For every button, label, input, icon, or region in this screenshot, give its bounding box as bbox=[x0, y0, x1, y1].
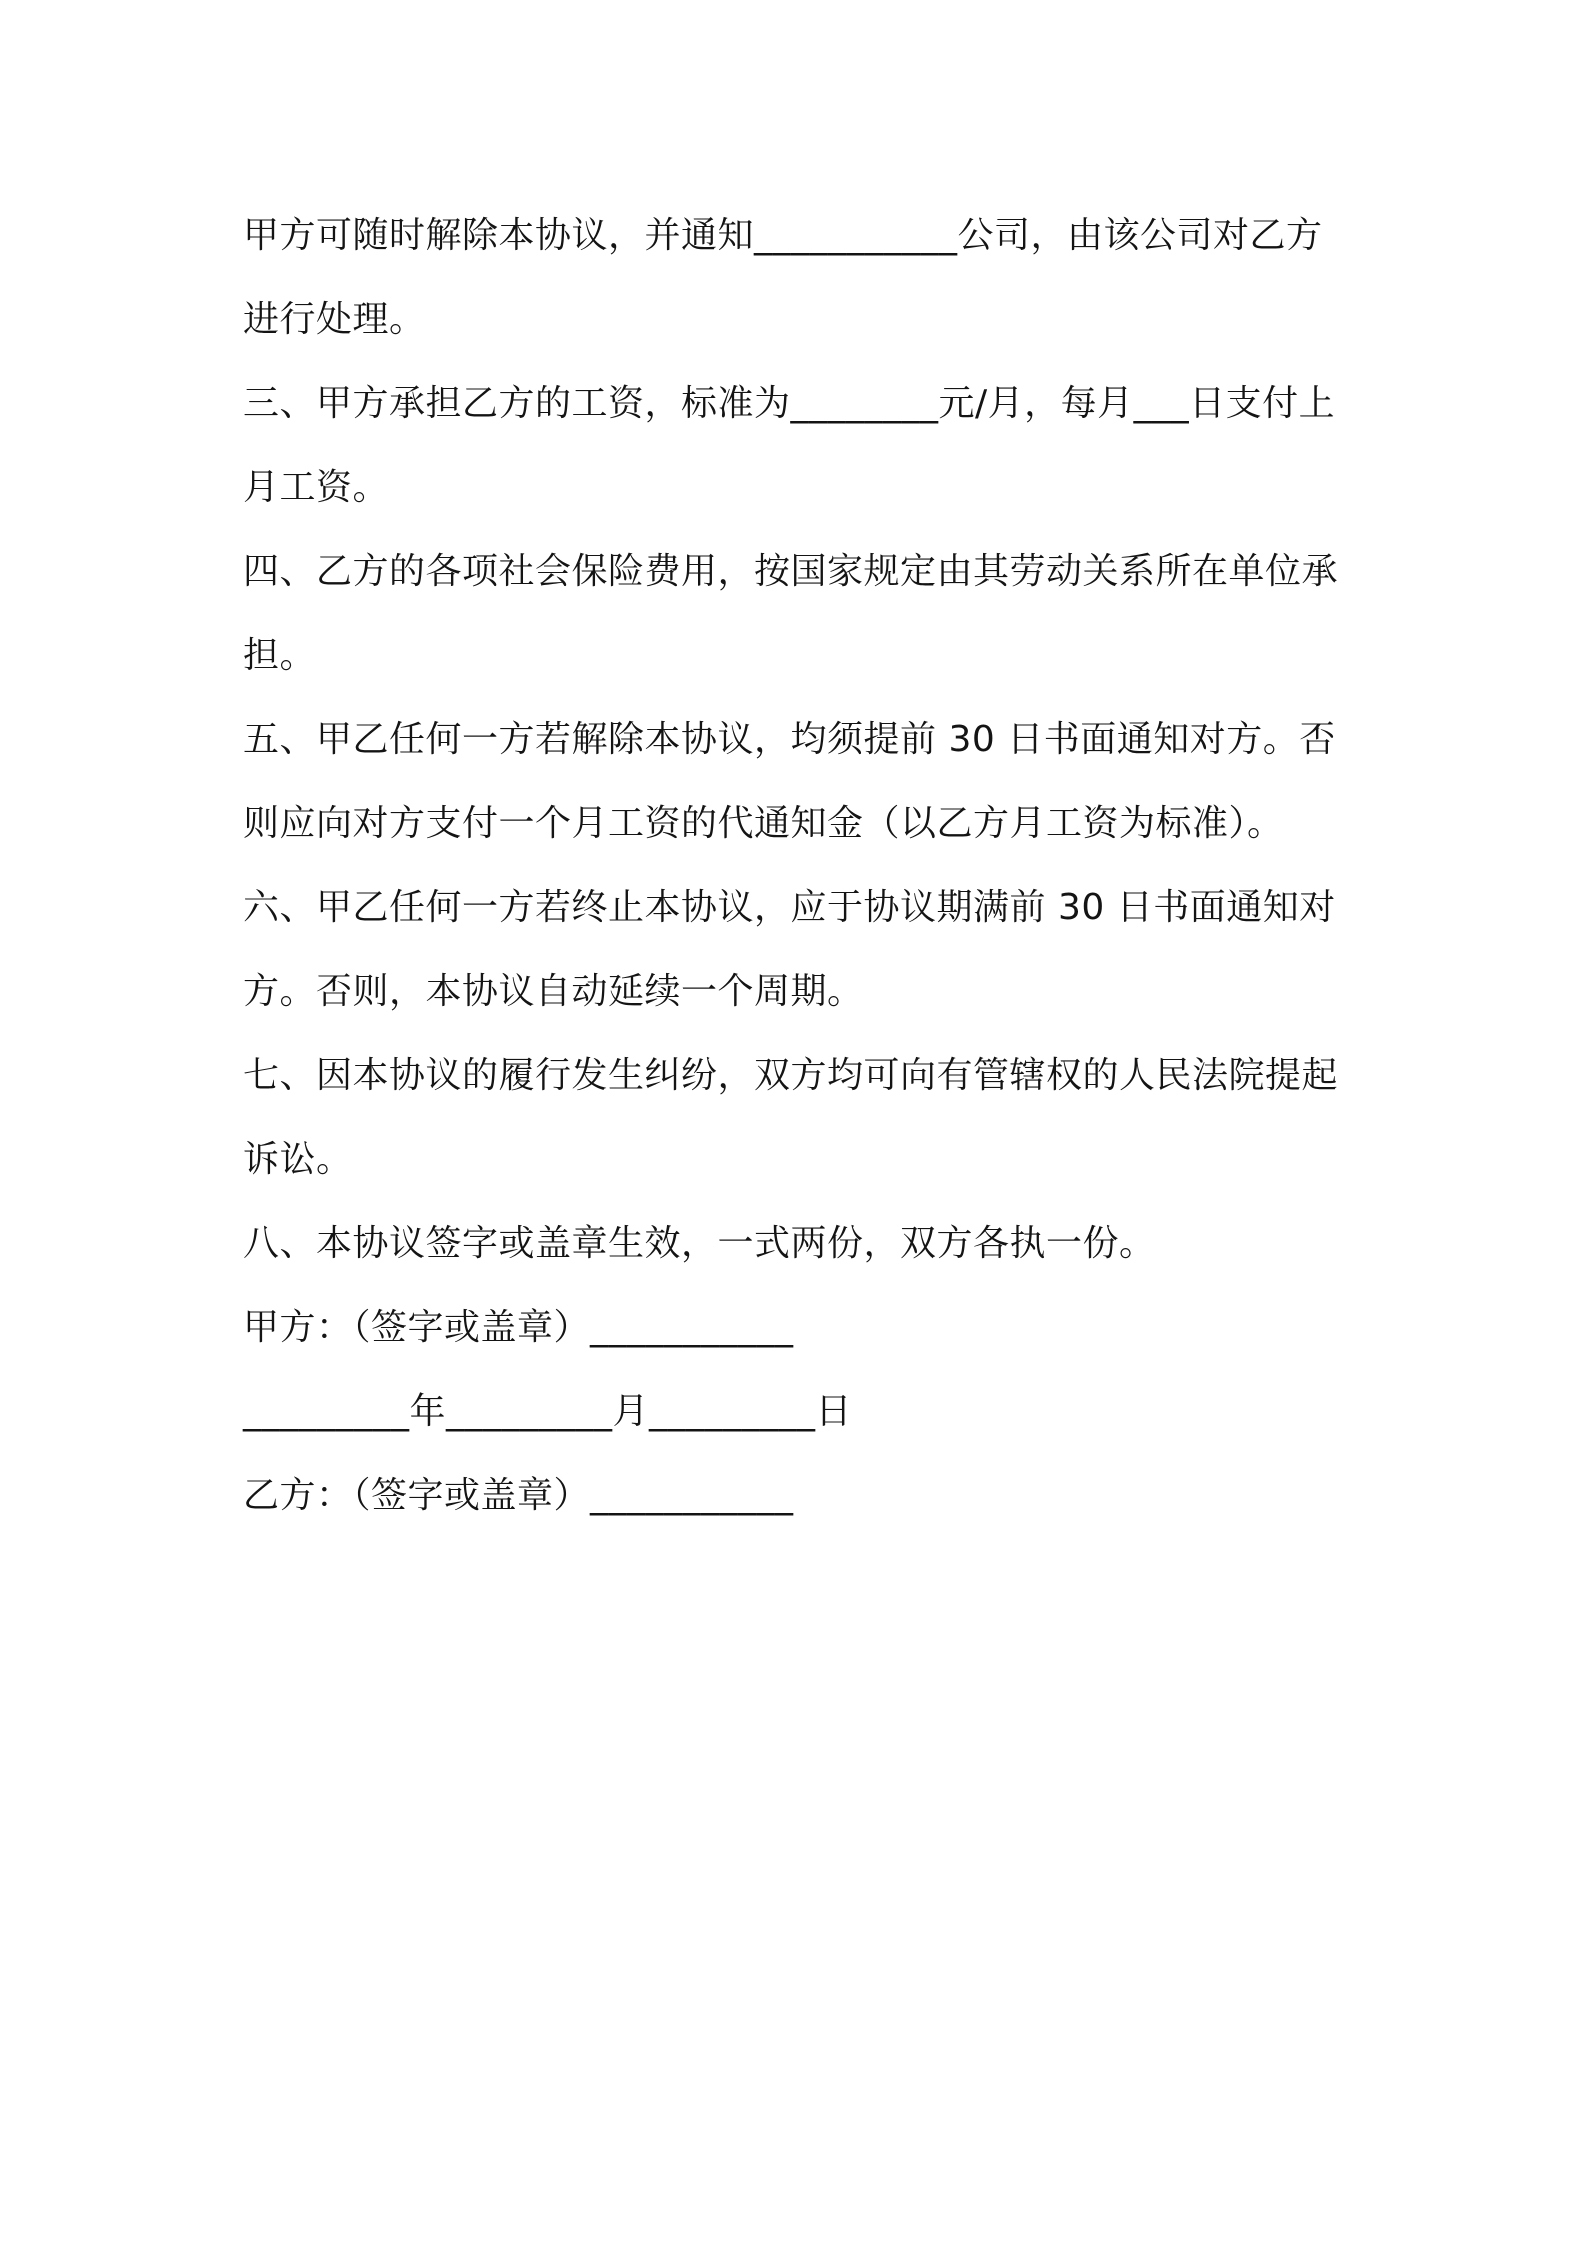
paragraph-line: 进行处理。 bbox=[243, 299, 426, 340]
clause-6-line: 六、甲乙任何一方若终止本协议，应于协议期满前 30 日书面通知对 bbox=[243, 887, 1336, 928]
paragraph-line: 甲方可随时解除本协议，并通知___________公司，由该公司对乙方 bbox=[243, 215, 1323, 256]
clause-4-line: 担。 bbox=[243, 635, 317, 676]
clause-4-line: 四、乙方的各项社会保险费用，按国家规定由其劳动关系所在单位承 bbox=[243, 551, 1339, 592]
party-b-signature-line: 乙方：（签字或盖章）___________ bbox=[243, 1475, 794, 1516]
clause-5-line: 五、甲乙任何一方若解除本协议，均须提前 30 日书面通知对方。否 bbox=[243, 719, 1336, 760]
clause-7-line: 诉讼。 bbox=[243, 1139, 353, 1180]
agreement-body bbox=[243, 194, 1363, 1538]
clause-3-line: 月工资。 bbox=[243, 467, 390, 508]
party-a-signature-line: 甲方：（签字或盖章）___________ bbox=[243, 1307, 794, 1348]
clause-5-line: 则应向对方支付一个月工资的代通知金（以乙方月工资为标准）。 bbox=[243, 803, 1284, 844]
clause-6-line: 方。否则，本协议自动延续一个周期。 bbox=[243, 971, 864, 1012]
date-line: _________年_________月_________日 bbox=[243, 1391, 852, 1432]
clause-7-line: 七、因本协议的履行发生纠纷，双方均可向有管辖权的人民法院提起 bbox=[243, 1055, 1339, 1096]
clause-3-line: 三、甲方承担乙方的工资，标准为________元/月，每月___日支付上 bbox=[243, 383, 1336, 424]
clause-8-line: 八、本协议签字或盖章生效，一式两份，双方各执一份。 bbox=[243, 1223, 1156, 1264]
